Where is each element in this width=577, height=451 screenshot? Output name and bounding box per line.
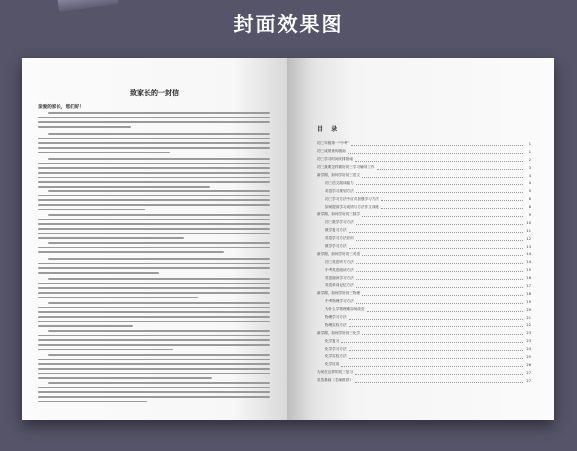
text-line [48,133,270,135]
text-line [38,359,270,361]
text-line [38,209,145,211]
toc-entry [317,353,531,361]
open-book [22,58,554,420]
toc-entry [317,266,531,274]
text-line [38,401,147,403]
toc-entry [317,219,531,227]
toc-leader-dots [356,276,523,280]
toc-leader-dots [356,237,523,241]
text-line [48,158,270,160]
toc-entry [317,148,531,156]
toc-leader-dots [351,142,523,146]
toc-page-number: 14 [526,252,531,257]
toc-leader-dots [349,355,523,359]
toc-entry [317,203,531,211]
toc-entry [317,258,531,266]
toc-page-number: 14 [526,260,531,265]
toc-entry [317,235,531,243]
toc-leader-dots [349,229,523,233]
toc-entry [317,314,531,322]
letter-paragraph [38,112,270,131]
toc-page-number: 23 [526,331,531,336]
toc-entry [317,250,531,258]
toc-entry [317,321,531,329]
text-line [38,121,270,123]
toc-entry-text: 英语单词记忆方法 [325,283,354,288]
toc-entry-text: 英语学习规划方法 [325,188,354,193]
toc-leader-dots [356,181,523,185]
toc-page-number: 16 [526,276,531,281]
text-line [38,199,270,201]
text-line [38,297,198,299]
text-line [38,335,270,337]
text-line [38,349,173,351]
toc-entry [317,187,531,195]
toc-leader-dots [356,221,523,225]
text-line [38,396,270,398]
text-line [38,163,270,165]
letter-paragraph [38,133,270,156]
toc-page-number: 3 [528,165,531,170]
text-line [38,247,270,249]
toc-entry-text: 数学学习方法 [325,244,347,249]
letter-title: 致家长的一封信 [130,89,179,97]
text-line [38,117,270,119]
toc-entry-text: 初三英语听力方法 [325,259,354,264]
toc-entry [317,369,531,377]
toc-entry-text: 为何在这样的初三复习 [317,370,353,375]
text-line [38,316,270,318]
toc-entry-text: 物理学习方法 [325,315,347,320]
text-line [38,204,270,206]
toc-page-number: 17 [526,283,531,288]
text-line [38,283,270,285]
toc-page-number: 27 [526,370,531,375]
toc-entry [317,290,531,298]
letter-paragraph [38,158,270,191]
toc-page-number: 20 [526,307,531,312]
text-line [38,172,270,174]
text-line [38,287,270,289]
toc-leader-dots [355,158,523,162]
toc-entry [317,329,531,337]
toc-leader-dots [381,197,523,201]
toc-entry-text: 如何提高学习成绩与方法作文训练 [325,204,379,209]
text-line [38,126,131,128]
text-line [38,251,224,253]
toc-leader-dots [362,213,523,217]
toc-leader-dots [356,189,523,193]
toc-page-number: 9 [528,212,531,217]
text-line [38,387,270,389]
text-line [48,258,270,260]
toc-page-number: 21 [526,315,531,320]
toc-page-number: 1 [528,149,531,154]
letter-paragraph [38,302,270,330]
toc-leader-dots [356,300,523,304]
toc-page-number: 22 [526,323,531,328]
letter-paragraph [38,242,270,256]
toc-entry-text: 化学实验方法 [325,354,347,359]
toc-entry-text: 物理实验方法 [325,322,347,327]
toc-page-number: 18 [526,291,531,296]
letter-paragraph [38,190,270,213]
text-line [48,354,270,356]
toc-leader-dots [362,252,523,256]
toc-leader-dots [348,150,523,154]
text-line [38,138,270,140]
toc-leader-dots [367,308,523,312]
toc-page-number: 4 [528,181,531,186]
text-line [38,147,270,149]
letter-paragraph [38,278,270,301]
text-line [38,321,270,323]
toc-leader-dots [341,363,523,367]
text-line [38,307,270,309]
text-line [48,112,270,114]
toc-entry [317,345,531,353]
letter-paragraph [38,214,270,242]
letter-paragraph [38,354,270,382]
text-line [38,186,210,188]
letter-paragraph [38,382,270,405]
text-line [48,214,270,216]
toc-entry [317,164,531,172]
toc-entry [317,156,531,164]
text-line [38,233,270,235]
toc-entry-text: 英语学习方法应用 [325,236,354,241]
toc-entry-text: 新学期，如何学好初三数学 [317,212,361,217]
toc-entry-text: 中考物理学习方法 [325,299,354,304]
toc-title: 目 录 [317,126,341,133]
text-line [38,325,133,327]
toc-entry-text: 初三学习方法中应对加强学习方法 [325,196,379,201]
text-line [38,181,270,183]
toc-page-number: 24 [526,347,531,352]
text-line [38,391,270,393]
toc-page-number: 1 [528,141,531,146]
toc-page-number: 13 [526,244,531,249]
toc-leader-dots [349,323,523,327]
toc-leader-dots [381,205,523,209]
toc-page-number: 23 [526,339,531,344]
letter-salutation: 亲爱的家长，您们好！ [38,105,84,110]
toc-entry-text: 英语阅读学习方法 [325,275,354,280]
text-line [38,167,270,169]
toc-page-number: 12 [526,236,531,241]
letter-paragraph [38,330,270,353]
text-line [38,363,270,365]
toc-leader-dots [356,260,523,264]
toc-entry-text: 初三我要怎样做好初三学习辅导工作 [317,165,375,170]
toc-entry [317,282,531,290]
toc-page-number: 19 [526,299,531,304]
toc-entry-text: 初三成绩查询指南 [317,149,346,154]
toc-list [317,140,531,385]
toc-leader-dots [355,371,523,375]
toc-entry [317,195,531,203]
toc-page-number: 2 [528,157,531,162]
banner-title: 封面效果图 [233,12,344,36]
text-line [38,195,270,197]
text-line [48,278,270,280]
toc-page-number: 8 [528,205,531,210]
toc-page-number: 5 [528,189,531,194]
text-line [38,228,270,230]
text-line [38,267,270,269]
text-line [38,368,270,370]
toc-entry-text: 为什么学物理难如何改变 [325,307,365,312]
toc-entry-text: 初三数学学习方法 [325,220,354,225]
text-line [38,311,270,313]
toc-entry-text: 数学复习方法 [325,228,347,233]
toc-page-number: 15 [526,268,531,273]
text-line [38,177,270,179]
toc-leader-dots [349,347,523,351]
text-line [38,377,212,379]
toc-page-number: 6 [528,197,531,202]
toc-leader-dots [349,316,523,320]
toc-entry [317,377,531,385]
toc-entry-text: 化学应用 [325,362,340,367]
text-line [38,223,270,225]
left-page [22,58,287,420]
toc-entry [317,298,531,306]
toc-entry-text: 英语基础《名师推荐》 [317,378,353,383]
toc-entry-text: 化学学习方法 [325,346,347,351]
toc-entry [317,243,531,251]
toc-entry-text: 初三语文阅读能力 [325,180,354,185]
toc-entry-text: 初三年级第一"中考" [317,141,350,146]
text-line [48,302,270,304]
toc-page-number: 4 [528,173,531,178]
toc-entry [317,227,531,235]
toc-entry-text: 新学期，如何学好初三语文 [317,173,361,177]
toc-entry [317,306,531,314]
toc-leader-dots [362,331,523,335]
toc-entry-text: 化学复习 [325,338,340,343]
toc-entry-text: 中考英语阅读方法 [325,267,354,272]
toc-page-number: 10 [526,220,531,225]
toc-entry [317,211,531,219]
text-line [48,382,270,384]
letter-paragraph [38,258,270,277]
toc-leader-dots [341,339,523,343]
toc-page-number: 26 [526,362,531,367]
text-line [38,344,270,346]
toc-leader-dots [356,268,523,272]
toc-entry-text: 初三学习时间安排指南 [317,157,353,162]
toc-entry [317,179,531,187]
toc-entry [317,274,531,282]
text-line [38,237,184,239]
text-line [38,152,170,154]
right-page [287,58,554,420]
text-line [38,272,159,274]
text-line [38,142,270,144]
toc-leader-dots [349,245,523,249]
toc-entry-text: 新学期，如何学好初三化学 [317,330,361,335]
text-line [38,339,270,341]
toc-entry [317,140,531,148]
text-line [38,292,270,294]
toc-leader-dots [377,166,524,170]
toc-page-number: 25 [526,354,531,359]
toc-entry [317,337,531,345]
toc-entry-text: 新学期，如何学好初三英语 [317,251,361,256]
toc-leader-dots [362,174,523,178]
text-line [38,373,270,375]
text-line [38,263,270,265]
toc-leader-dots [356,284,523,288]
toc-entry [317,172,531,180]
toc-entry-text: 新学期，如何学好初三物理 [317,291,361,296]
text-line [48,190,270,192]
toc-page-number: 27 [526,378,531,383]
toc-page-number: 11 [526,228,531,233]
toc-leader-dots [355,379,523,383]
toc-entry [317,361,531,369]
toc-leader-dots [362,292,523,296]
text-line [38,219,270,221]
text-line [48,330,270,332]
text-line [48,242,270,244]
